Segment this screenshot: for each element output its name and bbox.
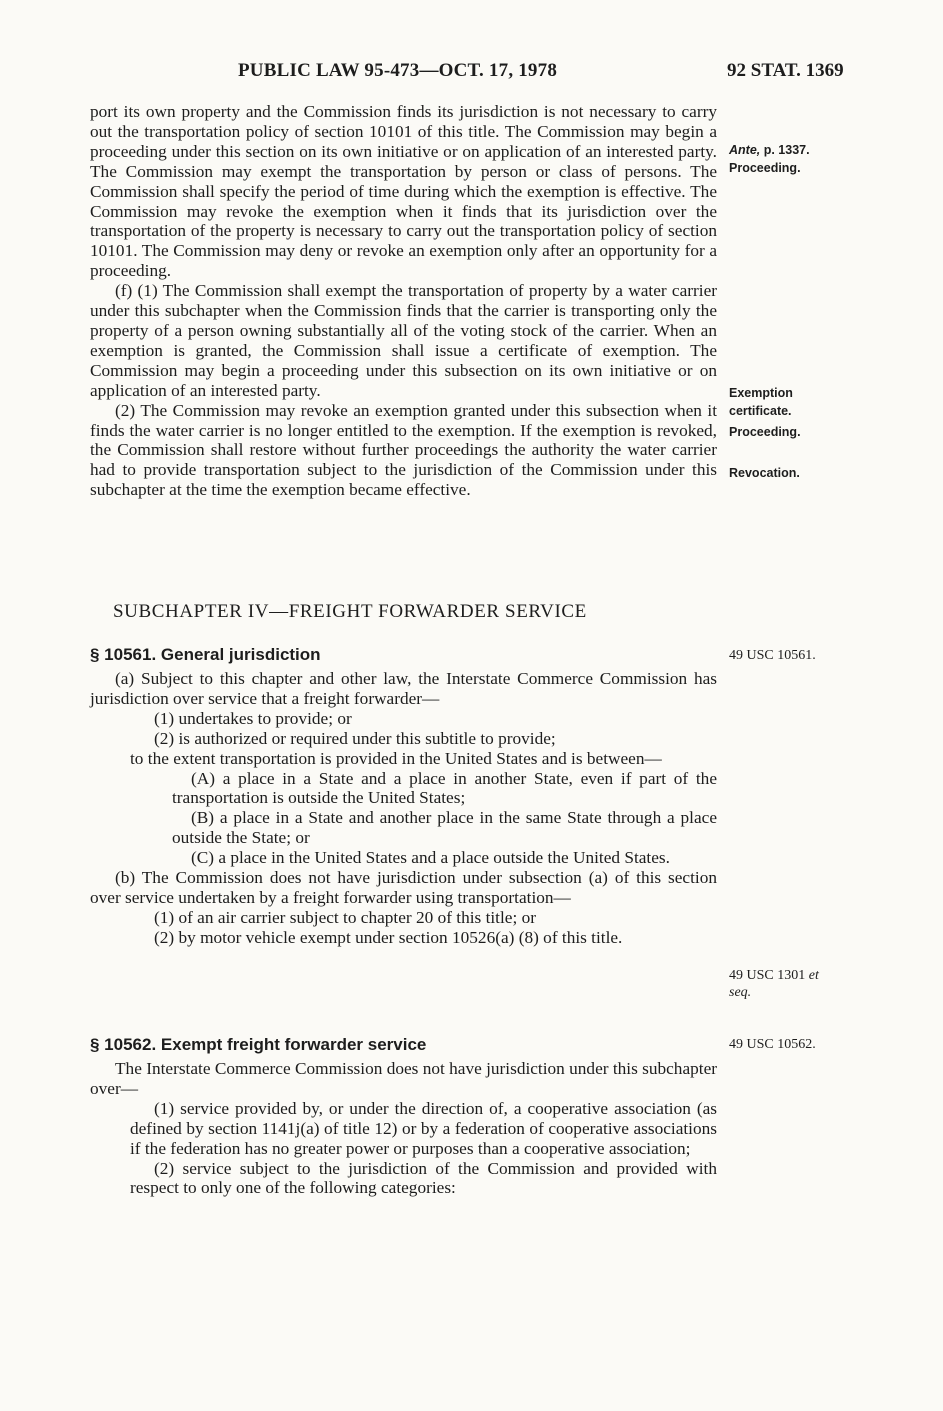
paragraph-10562-2: (2) service subject to the jurisdiction of the Commission and provided with respect to only one of the following categories:: [130, 1158, 717, 1198]
paragraph-f1: (f) (1) The Commission shall exempt the transportation of property by a water carrier under this subchapter when the Commission finds that the carrier is transporting only the property of a person owning substantially all of the voting stock of the carrier. When an exemption is granted, the Commission shall issue a certificate of exemption. The Commission may begin a proceeding under this subsection on its own initiative or on application of an interested party.: [90, 281, 717, 400]
page-header-stat: 92 STAT. 1369: [727, 60, 844, 81]
section-10561-heading: § 10561. General jurisdiction: [90, 645, 321, 664]
paragraph-10562-1: (1) service provided by, or under the direction of, a cooperative association (as defined by section 1141j(a) of title 12) or by a federation of cooperative associations if the federation has no greater power or purposes than a cooperative association;: [130, 1098, 717, 1158]
margin-proceeding-2: Proceeding.: [729, 425, 801, 439]
margin-exemption: Exemption: [729, 386, 793, 400]
paragraph-10561-b: (b) The Commission does not have jurisdiction under subsection (a) of this section over service undertaken by a freight forwarder using transportation—: [90, 868, 717, 907]
margin-note-usc-10561: [729, 648, 816, 665]
margin-note-usc-10562: [729, 1037, 816, 1054]
paragraph-f2: (2) The Commission may revoke an exemption granted under this subsection when it finds the water carrier is no longer entitled to the exemption. If the exemption is revoked, the Commission shall restore without further proceedings the authority the water carrier had to provide transportation subject to the jurisdiction of the Commission under this subchapter at the time the exemption became effective.: [90, 400, 717, 500]
paragraph-10561-aB: (B) a place in a State and another place in the same State through a place outside the State; or: [172, 808, 717, 848]
paragraph-10561-aC: (C) a place in the United States and a place outside the United States.: [191, 848, 670, 868]
margin-certificate: certificate.: [729, 403, 792, 418]
margin-note-exemption: [729, 385, 801, 442]
continued-section-text: [90, 102, 717, 500]
paragraph-10561-aA: (A) a place in a State and a place in another State, even if part of the transportation is outside the United States;: [172, 768, 717, 808]
margin-revocation: Revocation.: [729, 466, 800, 480]
margin-usc-10562: 49 USC 10562.: [729, 1037, 816, 1052]
paragraph-10561-a2-cont: to the extent transportation is provided in the United States and is between—: [130, 748, 662, 768]
paragraph-10561-a: (a) Subject to this chapter and other law, the Interstate Commerce Commission has jurisdiction over service that a freight forwarder—: [90, 669, 717, 708]
margin-ante-label: Ante,: [729, 143, 761, 157]
section-10562-heading: § 10562. Exempt freight forwarder service: [90, 1035, 427, 1054]
paragraph-10561-b2: (2) by motor vehicle exempt under section 10526(a) (8) of this title.: [154, 927, 623, 947]
margin-usc-1301-et: et: [808, 968, 819, 983]
margin-note-ante: [729, 142, 810, 177]
paragraph-10562-intro: The Interstate Commerce Commission does not have jurisdiction under this subchapter over—: [90, 1059, 717, 1098]
paragraph-continuation: port its own property and the Commission finds its jurisdiction is not necessary to carry out the transportation policy of section 10101 of this title. The Commission may begin a proceeding under this section on its own initiative or on application of an interested party. The Commission may exempt the transportation by person or class of persons. The Commission shall specify the period of time during which the exemption is effective. The Commission may revoke the exemption when it finds that its jurisdiction over the transportation of the property is necessary to carry out the transportation policy of section 10101. The Commission may deny or revoke an exemption only after an opportunity for a proceeding.: [90, 102, 717, 281]
margin-proceeding-1: Proceeding.: [729, 160, 801, 175]
subchapter-heading: SUBCHAPTER IV—FREIGHT FORWARDER SERVICE: [113, 601, 587, 622]
section-10561-text: [90, 669, 717, 948]
section-10562-text: [90, 1059, 717, 1198]
paragraph-10561-b1: (1) of an air carrier subject to chapter 20 of this title; or: [154, 907, 536, 927]
page-header-title: PUBLIC LAW 95-473—OCT. 17, 1978: [238, 60, 558, 81]
paragraph-10561-a2: (2) is authorized or required under this subtitle to provide;: [154, 728, 556, 748]
margin-usc-10561: 49 USC 10561.: [729, 648, 816, 663]
paragraph-10561-a1: (1) undertakes to provide; or: [154, 708, 352, 728]
margin-ante-page: p. 1337.: [760, 143, 810, 157]
margin-note-revocation: [729, 465, 800, 483]
margin-usc-1301: 49 USC 1301: [729, 968, 809, 983]
margin-usc-1301-seq: seq.: [729, 984, 752, 1000]
margin-note-usc-1301: [729, 968, 819, 1001]
